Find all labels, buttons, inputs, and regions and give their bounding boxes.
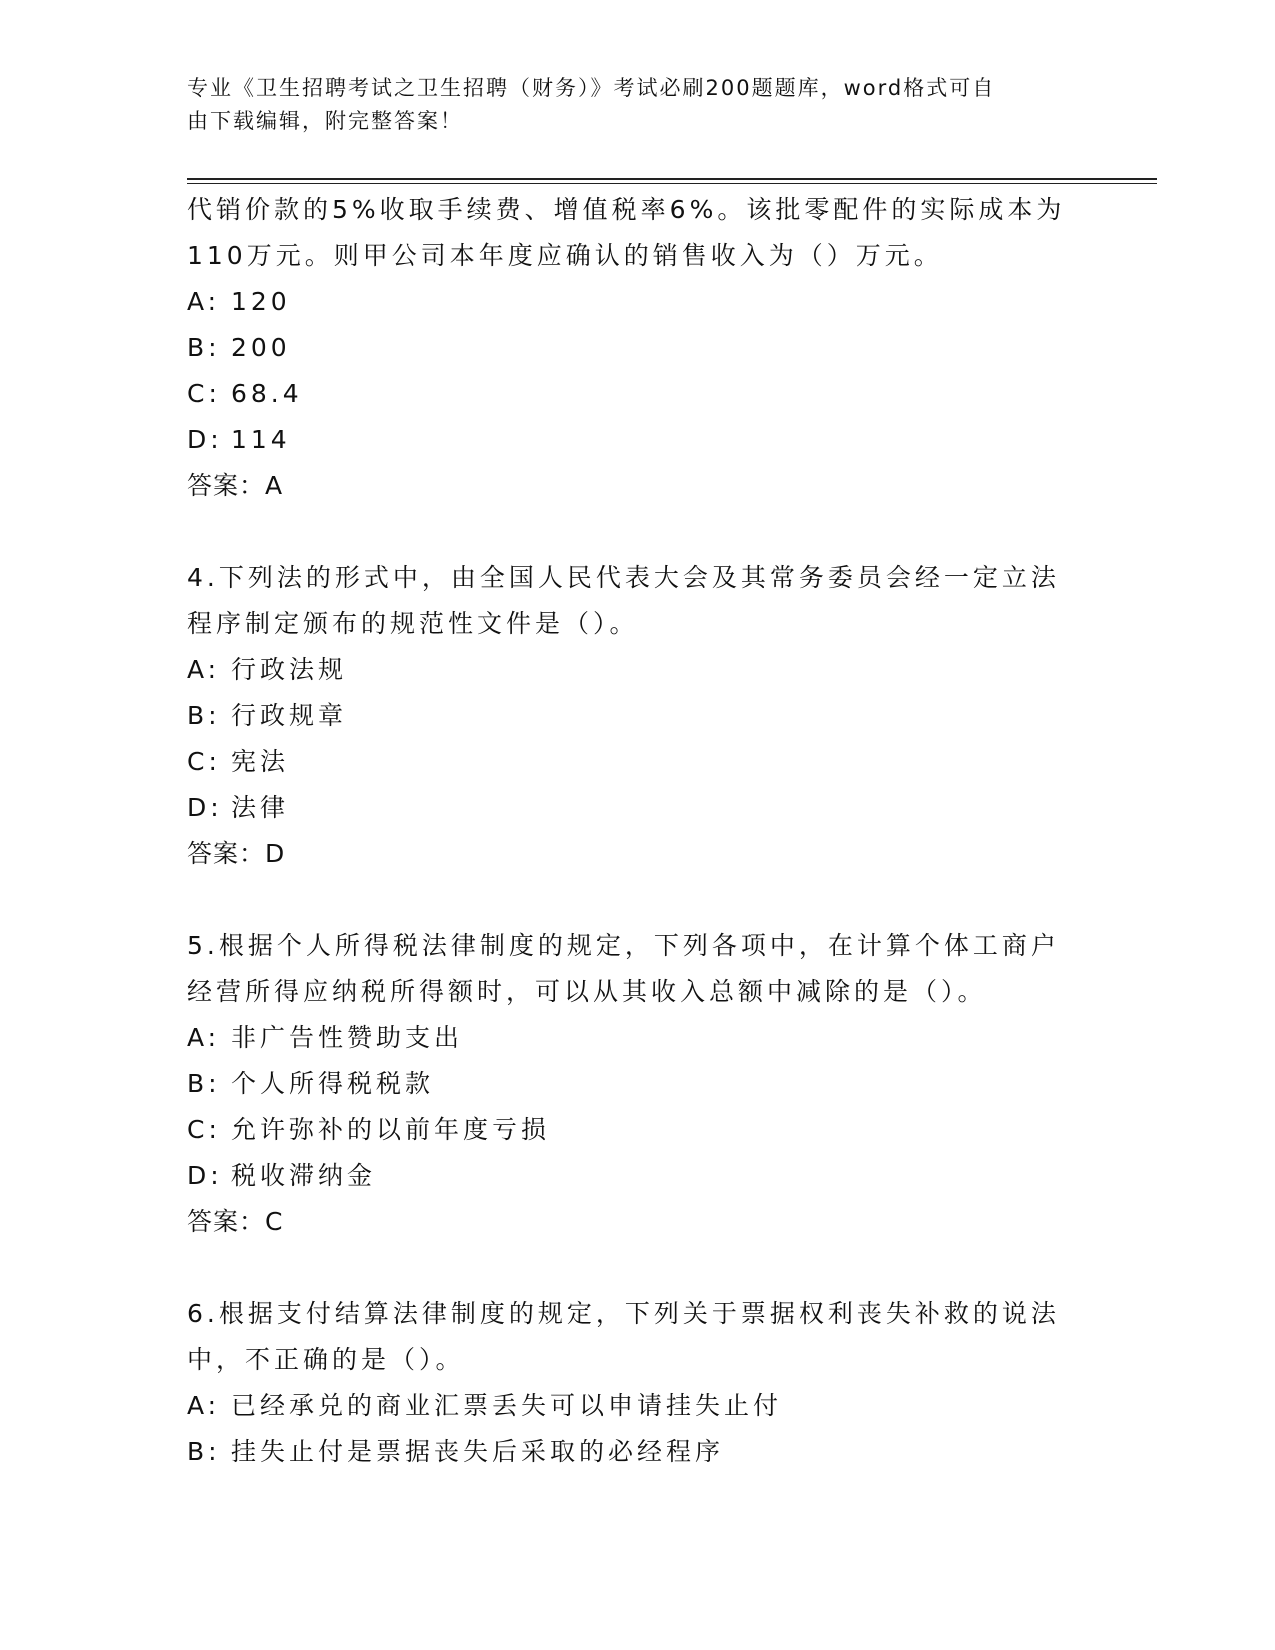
option-letter: D: <box>187 793 223 822</box>
option-text: 个人所得税税款 <box>231 1069 435 1098</box>
option-text: 非广告性赞助支出 <box>231 1023 464 1052</box>
question-6-block <box>187 1291 1087 1475</box>
option-text: 已经承兑的商业汇票丢失可以申请挂失止付 <box>231 1391 783 1420</box>
question-5-option-b <box>187 1061 1087 1107</box>
question-spacer <box>187 1245 1087 1291</box>
option-letter: D: <box>187 425 223 454</box>
question-spacer <box>187 877 1087 923</box>
document-header <box>187 72 1087 138</box>
header-divider-thin <box>187 183 1157 184</box>
option-letter: A: <box>187 1391 221 1420</box>
question-6-text-line-2: 中，不正确的是（）。 <box>187 1345 465 1374</box>
question-5-text-line-1: 5.根据个人所得税法律制度的规定，下列各项中，在计算个体工商户 <box>187 931 1060 960</box>
question-list <box>187 187 1087 1475</box>
option-letter: C: <box>187 747 221 776</box>
option-text: 114 <box>231 425 291 454</box>
option-text: 68.4 <box>231 379 303 408</box>
option-letter: A: <box>187 1023 221 1052</box>
question-5-option-d <box>187 1153 1087 1199</box>
option-letter: B: <box>187 1437 221 1466</box>
question-4-option-d <box>187 785 1087 831</box>
question-4-option-b <box>187 693 1087 739</box>
question-5-answer: 答案：C <box>187 1207 284 1236</box>
question-5-option-a <box>187 1015 1087 1061</box>
option-letter: B: <box>187 701 221 730</box>
question-5-option-c <box>187 1107 1087 1153</box>
question-6-option-b <box>187 1429 1087 1475</box>
question-6-option-a <box>187 1383 1087 1429</box>
question-3-text-line-2: 110万元。则甲公司本年度应确认的销售收入为（）万元。 <box>187 241 943 270</box>
option-letter: C: <box>187 379 221 408</box>
question-4-text-line-1: 4.下列法的形式中，由全国人民代表大会及其常务委员会经一定立法 <box>187 563 1060 592</box>
option-text: 宪法 <box>231 747 290 776</box>
option-text: 法律 <box>231 793 290 822</box>
question-5-block <box>187 923 1087 1245</box>
question-4-option-c <box>187 739 1087 785</box>
header-divider-thick <box>187 178 1157 180</box>
option-letter: A: <box>187 655 221 684</box>
question-4-option-a <box>187 647 1087 693</box>
header-line-1: 专业《卫生招聘考试之卫生招聘（财务）》考试必刷200题题库，word格式可自 <box>187 76 996 100</box>
question-4-block <box>187 555 1087 877</box>
question-3-option-a <box>187 279 1087 325</box>
option-text: 挂失止付是票据丧失后采取的必经程序 <box>231 1437 725 1466</box>
question-3-option-c <box>187 371 1087 417</box>
question-3-text-line-1: 代销价款的5%收取手续费、增值税率6%。该批零配件的实际成本为 <box>187 195 1066 224</box>
option-letter: B: <box>187 1069 221 1098</box>
option-text: 行政法规 <box>231 655 348 684</box>
option-letter: D: <box>187 1161 223 1190</box>
question-3-answer: 答案：A <box>187 471 284 500</box>
question-3-block <box>187 187 1087 509</box>
option-text: 行政规章 <box>231 701 348 730</box>
option-text: 允许弥补的以前年度亏损 <box>231 1115 551 1144</box>
option-text: 税收滞纳金 <box>231 1161 377 1190</box>
option-text: 120 <box>231 287 291 316</box>
question-spacer <box>187 509 1087 555</box>
option-text: 200 <box>231 333 291 362</box>
question-3-option-d <box>187 417 1087 463</box>
option-letter: C: <box>187 1115 221 1144</box>
header-line-2: 由下载编辑，附完整答案！ <box>187 109 463 133</box>
question-5-text-line-2: 经营所得应纳税所得额时，可以从其收入总额中减除的是（）。 <box>187 977 987 1006</box>
question-4-text-line-2: 程序制定颁布的规范性文件是（）。 <box>187 609 639 638</box>
question-3-option-b <box>187 325 1087 371</box>
option-letter: A: <box>187 287 221 316</box>
question-4-answer: 答案：D <box>187 839 286 868</box>
question-6-text-line-1: 6.根据支付结算法律制度的规定，下列关于票据权利丧失补救的说法 <box>187 1299 1060 1328</box>
option-letter: B: <box>187 333 221 362</box>
